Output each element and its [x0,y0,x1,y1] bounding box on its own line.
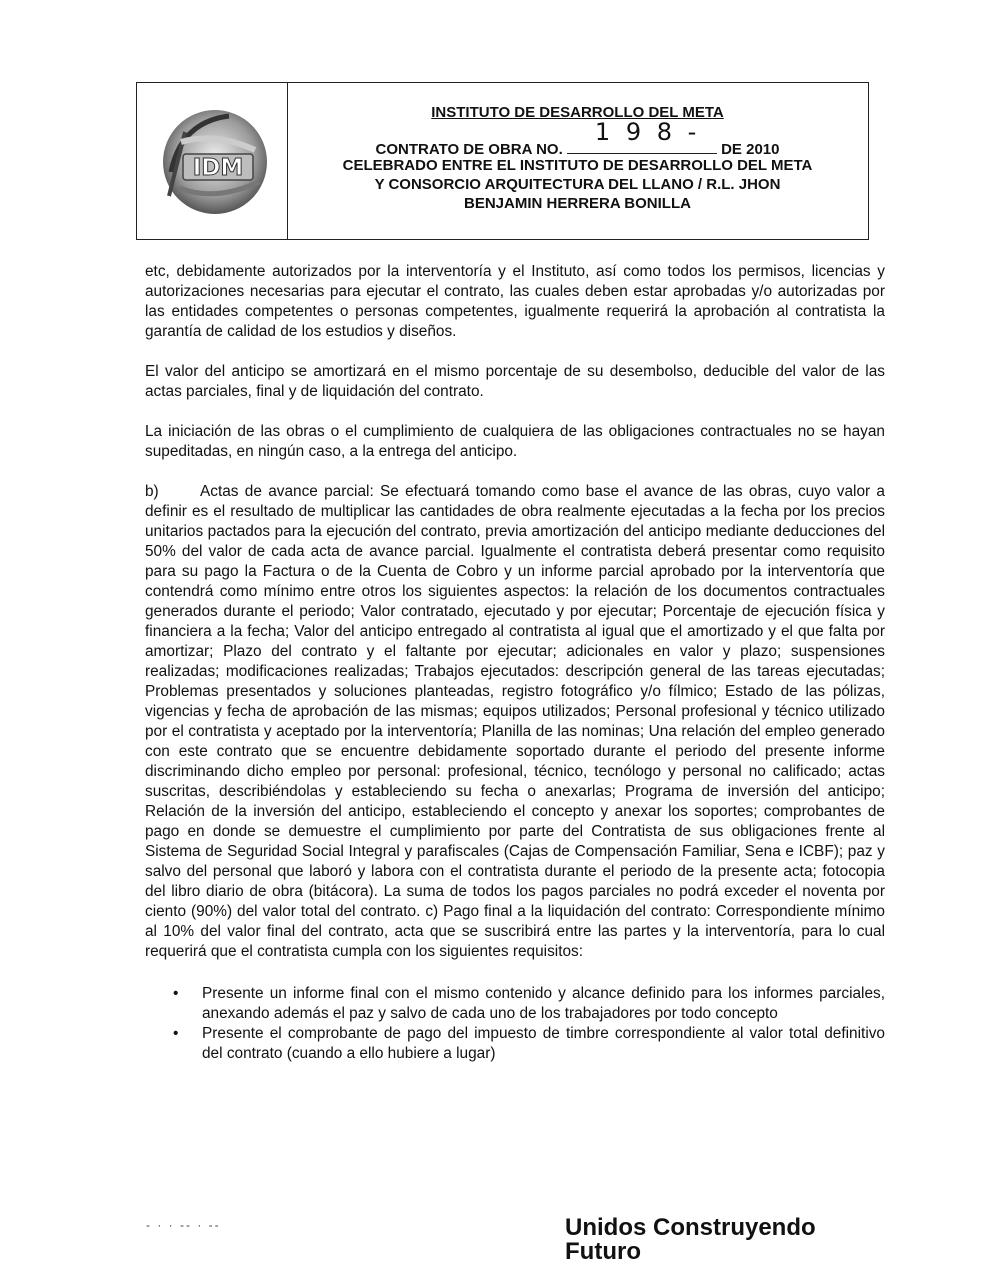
idm-logo-icon [151,102,273,220]
list-item-text: Presente el comprobante de pago del impuesto de timbre correspondiente al valor total definitivo del contrato (cuando a ello hubiere a lugar) [202,1025,885,1062]
parties-line-3: BENJAMIN HERRERA BONILLA [464,195,691,212]
paragraph-iniciacion-obras: La iniciación de las obras o el cumplimiento de cualquiera de las obligaciones contractuales no se hayan supeditadas, en ningún caso, a la entrega del anticipo. [145,423,885,460]
logo-cell [137,83,288,239]
list-item [145,984,885,1024]
contract-number: 1 9 8 - [594,118,701,146]
footer-slogan-clip [565,1214,870,1265]
list-item [145,1024,885,1064]
document-header [136,82,869,240]
footer-left-marks: - · · -- · -- [146,1218,221,1232]
parties-line-1: CELEBRADO ENTRE EL INSTITUTO DE DESARROLLO DEL META [342,157,813,174]
footer-slogan: Unidos Construyendo Futuro [565,1214,816,1265]
paragraph-anticipo-amortizacion: El valor del anticipo se amortizará en el mismo porcentaje de su desembolso, deducible del valor de las actas parciales, final y de liquidación del contrato. [145,363,885,400]
contract-parties [287,156,868,213]
parties-line-2: Y CONSORCIO ARQUITECTURA DEL LLANO / R.L. JHON [374,176,781,193]
paragraph-permisos: etc, debidamente autorizados por la interventoría y el Instituto, así como todos los permisos, licencias y autorizaciones necesarias para ejecutar el contrato, las cuales deben estar aprobadas y/o autorizadas por las entidades competentes o personas competentes, igualmente requerirá la aprobación al contratista la garantía de calidad de los estudios y diseños. [145,263,885,340]
contract-year: DE 2010 [721,141,780,158]
item-label-b: b) [145,483,159,500]
contract-prefix: CONTRATO DE OBRA NO. [375,141,563,158]
requirements-list [145,984,885,1064]
header-title-cell [287,83,868,239]
actas-avance-text: Actas de avance parcial: Se efectuará tomando como base el avance de las obras, cuyo valor a definir es el resultado de multiplicar las cantidades de obra realmente ejecutadas a la fecha por los precios unitarios pactados para la ejecución del contrato, previa amortización del anticipo mediante deducciones del 50% del valor de cada acta de avance parcial. Igualmente el contratista deberá presentar como requisito para su pago la Factura o de la Cuenta de Cobro y un informe parcial aprobado por la interventoría que contendrá como mínimo entre otros los siguientes aspectos: la relación de los documentos contractuales generados durante el periodo; Valor contratado, ejecutado y por ejecutar; Porcentaje de ejecución física y financiera a la fecha; Valor del anticipo entregado al contratista al igual que el amortizado y el que falta por amortizar; Plazo del contrato y el faltante por ejecutar; adicionales en valor y plazo; suspensiones realizadas; modificaciones realizadas; Trabajos ejecutados: descripción general de las tareas ejecutadas; Problemas presentados y soluciones planteadas, registro fotográfico y/o fílmico; Estado de las pólizas, vigencias y fecha de aprobación de las mismas; equipos utilizados; Personal profesional y técnico utilizado por el contratista y aceptado por la interventoría; Planilla de las nominas; Una relación del empleo generado con este contrato que se encuentre debidamente soportado durante el periodo del presente informe discriminando dicho empleo por personal: profesional, técnico, tecnólogo y personal no calificado; actas suscritas, describiéndolas y estableciendo su fecha o anexarlas; Programa de inversión del anticipo; Relación de la inversión del anticipo, estableciendo el concepto y anexar los soportes; comprobantes de pago en donde se demuestre el cumplimiento por parte del Contratista de sus obligaciones frente al Sistema de Seguridad Social Integral y parafiscales (Cajas de Compensación Familiar, Sena e ICBF); paz y salvo del personal que laboró y labora con el contratista durante el periodo de la presente acta; fotocopia del libro diario de obra (bitácora). La suma de todos los pagos parciales no podrá exceder el noventa por ciento (90%) del valor total del contrato. c) Pago final a la liquidación del contrato: Correspondiente mínimo al 10% del valor final del contrato, acta que se suscribirá entre las partes y la interventoría, para lo cual requerirá que el contratista cumpla con los siguientes requisitos: [145,483,885,960]
list-item-text: Presente un informe final con el mismo contenido y alcance definido para los informes parciales, anexando además el paz y salvo de cada uno de los trabajadores por todo concepto [202,985,885,1022]
bullet-icon: • [173,985,179,1002]
document-body [145,262,885,1064]
institute-title: INSTITUTO DE DESARROLLO DEL META [431,104,724,121]
contract-number-field [567,118,717,154]
logo-text: IDM [192,155,244,181]
paragraph-actas-avance [145,482,885,962]
bullet-icon: • [173,1025,179,1042]
